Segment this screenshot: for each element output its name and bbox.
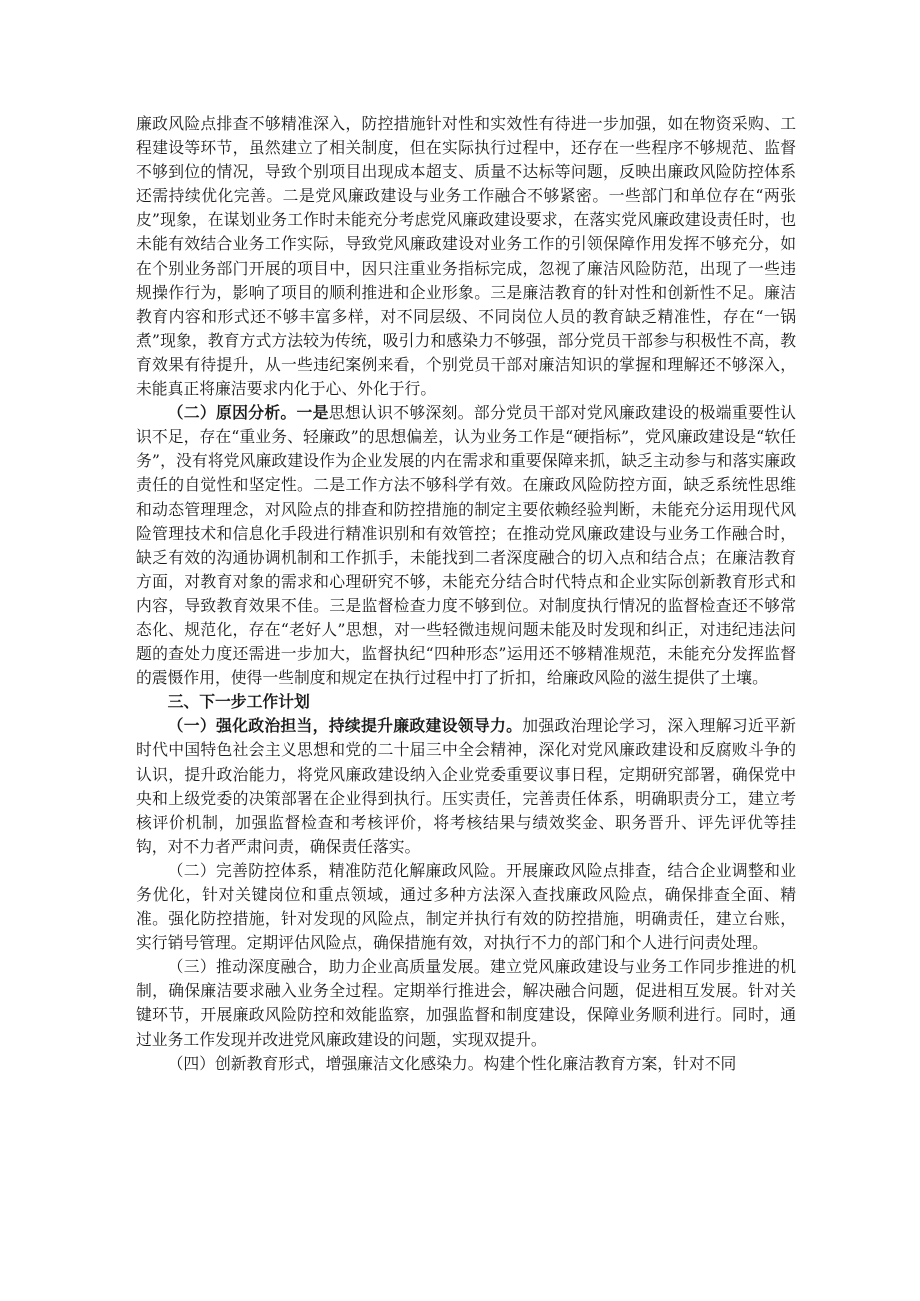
paragraph-plan-2: （二）完善防控体系，精准防范化解廉政风险。开展廉政风险点排查，结合企业调整和业务优化，针对关键岗位和重点领域，通过多种方法深入查找廉政风险点，确保排查全面、精准。强化防控措施，针对发现的风险点，制定并执行有效的防控措施，明确责任，建立台账，实行销号管理。定期评估风险点，确保措施有效，对执行不力的部门和个人进行问责处理。: [136, 860, 796, 953]
plan-1-lead: （一）强化政治担当，持续提升廉政建设领导力。: [167, 716, 523, 736]
paragraph-plan-3: （三）推动深度融合，助力企业高质量发展。建立党风廉政建设与业务工作同步推进的机制，确保廉洁要求融入业务全过程。定期举行推进会，解决融合问题，促进相互发展。针对关键环节，开展廉政风险防控和效能监察，加强监督和制度建设，保障业务顺利进行。同时，通过业务工作发现并改进党风廉政建设的问题，实现双提升。: [136, 957, 796, 1049]
paragraph-plan-1: [136, 714, 796, 859]
paragraph-cause-analysis: [136, 401, 796, 690]
paragraph-plan-4: （四）创新教育形式，增强廉洁文化感染力。构建个性化廉洁教育方案，针对不同: [167, 1053, 737, 1073]
cause-analysis-lead: （二）原因分析。一是: [167, 403, 329, 423]
document-body: [136, 112, 796, 1076]
plan-1-body: 加强政治理论学习，深入理解习近平新时代中国特色社会主义思想和党的二十届三中全会精神，深化对党风廉政建设和反腐败斗争的认识，提升政治能力，将党风廉政建设纳入企业党委重要议事日程，定期研究部署，确保党中央和上级党委的决策部署在企业得到执行。压实责任，完善责任体系，明确职责分工，建立考核评价机制，加强监督检查和考核评价，将考核结果与绩效奖金、职务晋升、评先评优等挂钩，对不力者严肃问责，确保责任落实。: [136, 716, 796, 856]
paragraph-problems-continued: 廉政风险点排查不够精准深入，防控措施针对性和实效性有待进一步加强，如在物资采购、工程建设等环节，虽然建立了相关制度，但在实际执行过程中，还存在一些程序不够规范、监督不够到位的情况，导致个别项目出现成本超支、质量不达标等问题，反映出廉政风险防控体系还需持续优化完善。二是党风廉政建设与业务工作融合不够紧密。一些部门和单位存在“两张皮”现象，在谋划业务工作时未能充分考虑党风廉政建设要求，在落实党风廉政建设责任时，也未能有效结合业务工作实际，导致党风廉政建设对业务工作的引领保障作用发挥不够充分，如在个别业务部门开展的项目中，因只注重业务指标完成，忽视了廉洁风险防范，出现了一些违规操作行为，影响了项目的顺利推进和企业形象。三是廉洁教育的针对性和创新性不足。廉洁教育内容和形式还不够丰富多样，对不同层级、不同岗位人员的教育缺乏精准性，存在“一锅煮”现象，教育方式方法较为传统，吸引力和感染力不够强，部分党员干部参与积极性不高，教育效果有待提升，从一些违纪案例来看，个别党员干部对廉洁知识的掌握和理解还不够深入，未能真正将廉洁要求内化于心、外化于行。: [136, 114, 796, 399]
section-heading-next-plan: 三、下一步工作计划: [167, 692, 310, 712]
cause-analysis-body: 思想认识不够深刻。部分党员干部对党风廉政建设的极端重要性认识不足，存在“重业务、轻廉政”的思想偏差，认为业务工作是“硬指标”，党风廉政建设是“软任务”，没有将党风廉政建设作为企业发展的内在需求和重要保障来抓，缺乏主动参与和落实廉政责任的自觉性和坚定性。二是工作方法不够科学有效。在廉政风险防控方面，缺乏系统性思维和动态管理理念，对风险点的排查和防控措施的制定主要依赖经验判断，未能充分运用现代风险管理技术和信息化手段进行精准识别和有效管控；在推动党风廉政建设与业务工作融合时，缺乏有效的沟通协调机制和工作抓手，未能找到二者深度融合的切入点和结合点；在廉洁教育方面，对教育对象的需求和心理研究不够，未能充分结合时代特点和企业实际创新教育形式和内容，导致教育效果不佳。三是监督检查力度不够到位。对制度执行情况的监督检查还不够常态化、规范化，存在“老好人”思想，对一些轻微违规问题未能及时发现和纠正，对违纪违法问题的查处力度还需进一步加大，监督执纪“四种形态”运用还不够精准规范，未能充分发挥监督的震慑作用，使得一些制度和规定在执行过程中打了折扣，给廉政风险的滋生提供了土壤。: [136, 403, 796, 688]
